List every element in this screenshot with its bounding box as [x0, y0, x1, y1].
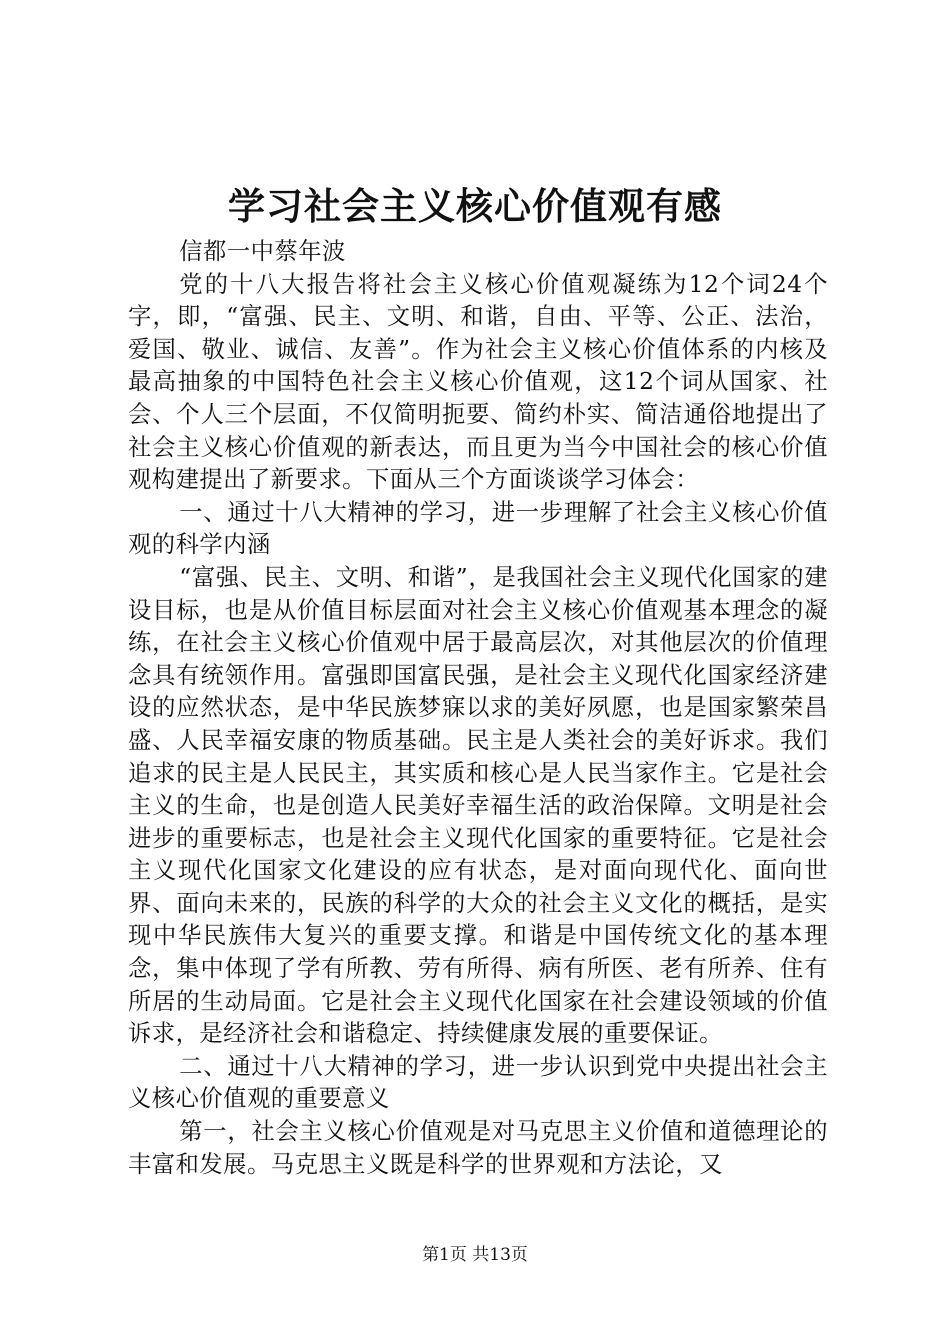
- document-title: 学习社会主义核心价值观有感: [228, 185, 722, 228]
- section-heading-1: 一、通过十八大精神的学习，进一步理解了社会主义核心价值观的科学内涵: [128, 498, 828, 559]
- paragraph-section-2: 第一，社会主义核心价值观是对马克思主义价值和道德理论的丰富和发展。马克思主义既是科学的世界观和方法论，又: [128, 1118, 828, 1178]
- paragraph-intro: 党的十八大报告将社会主义核心价值观凝练为12个词24个字，即，“富强、民主、文明、和谐，自由、平等、公正、法治，爱国、敬业、诚信、友善”。作为社会主义核心价值体系的内核及最高抽象的中国特色社会主义核心价值观，这12个词从国家、社会、个人三个层面，不仅简明扼要、简约朴实、简洁通俗地提出了社会主义核心价值观的新表达，而且更为当今中国社会的核心价值观构建提出了新要求。下面从三个方面谈谈学习体会：: [128, 270, 828, 494]
- page-number-footer: 第1页 共13页: [422, 1245, 528, 1265]
- document-body: [128, 236, 828, 1181]
- author-line: 信都一中蔡年波: [179, 238, 346, 265]
- section-heading-2: 二、通过十八大精神的学习，进一步认识到党中央提出社会主义核心价值观的重要意义: [128, 1052, 828, 1113]
- paragraph-section-1: “富强、民主、文明、和谐”，是我国社会主义现代化国家的建设目标，也是从价值目标层面对社会主义核心价值观基本理念的凝练，在社会主义核心价值观中居于最高层次，对其他层次的价值理念具有统领作用。富强即国富民强，是社会主义现代化国家经济建设的应然状态，是中华民族梦寐以求的美好夙愿，也是国家繁荣昌盛、人民幸福安康的物质基础。民主是人类社会的美好诉求。我们追求的民主是人民民主，其实质和核心是人民当家作主。它是社会主义的生命，也是创造人民美好幸福生活的政治保障。文明是社会进步的重要标志，也是社会主义现代化国家的重要特征。它是社会主义现代化国家文化建设的应有状态，是对面向现代化、面向世界、面向未来的，民族的科学的大众的社会主义文化的概括，是实现中华民族伟大复兴的重要支撑。和谐是中国传统文化的基本理念，集中体现了学有所教、劳有所得、病有所医、老有所养、住有所居的生动局面。它是社会主义现代化国家在社会建设领域的价值诉求，是经济社会和谐稳定、持续健康发展的重要保证。: [128, 563, 828, 1048]
